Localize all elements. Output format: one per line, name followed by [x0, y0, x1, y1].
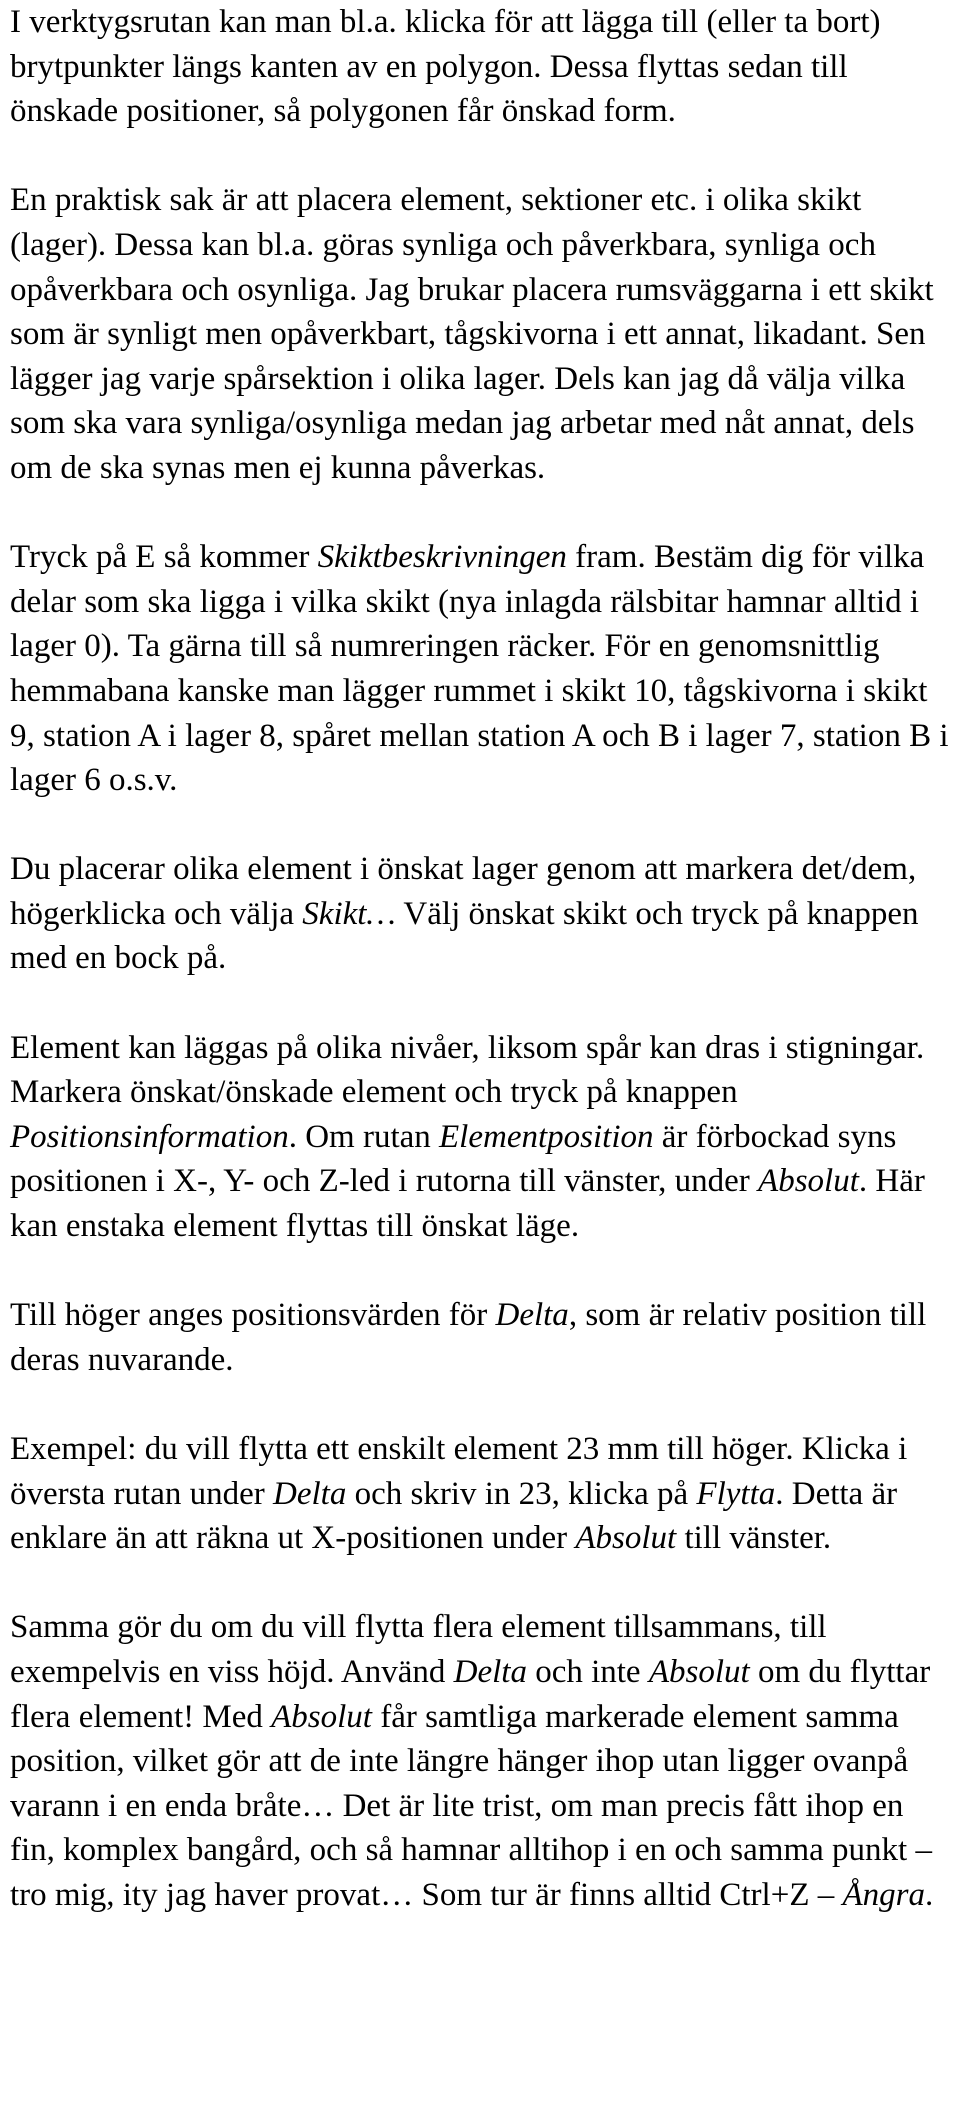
- paragraph-text: . Detta är enklare än att räkna ut X-positionen under: [10, 1475, 898, 1557]
- paragraph-text: är förbockad syns positionen i X-, Y- och Z-led i rutorna till vänster, under: [10, 1118, 897, 1200]
- term-absolut: Absolut: [758, 1163, 859, 1200]
- paragraph-text: Samma gör du om du vill flytta flera element tillsammans, till exempelvis en viss höjd. Använd: [10, 1609, 827, 1690]
- paragraph-text: får samtliga markerade element samma position, vilket gör att de inte längre hänger ihop utan ligger ovanpå varann i en enda bråte… Det är lite trist, om man precis fått ihop en fin, komplex bangård, och så hamnar alltihop i en och samma punkt – tro mig, ity jag haver provat… Som tur är finns alltid Ctrl+Z –: [10, 1698, 932, 1913]
- term-delta: Delta: [453, 1653, 527, 1690]
- paragraph-text: . Om rutan: [288, 1118, 440, 1155]
- paragraph-text: En praktisk sak är att placera element, sektioner etc. i olika skikt (lager). Dessa kan bl.a. göras synliga och påverkbara, synliga och opåverkbara och osynliga. Jag brukar placera rumsväggarna i ett skikt som är synligt men opåverkbart, tågskivorna i ett annat, likadant. Sen lägger jag varje spårsektion i olika lager. Dels kan jag då välja vilka som ska vara synliga/osynliga medan jag arbetar med nåt annat, dels om de ska synas men ej kunna påverkas.: [10, 182, 934, 486]
- term-delta: Delta: [273, 1475, 347, 1512]
- term-absolut: Absolut: [575, 1520, 677, 1557]
- term-angra: Ångra: [842, 1876, 925, 1913]
- term-absolut: Absolut: [648, 1653, 750, 1690]
- paragraph-text: Tryck på E så kommer: [10, 539, 318, 576]
- paragraph-text: och skriv in 23, klicka på: [346, 1475, 697, 1512]
- paragraph-skiktbeskrivningen: [10, 535, 950, 803]
- paragraph-text: Du placerar olika element i önskat lager genom att markera det/dem, högerklicka och välja: [10, 851, 917, 932]
- paragraph-positionsinformation: [10, 1026, 950, 1249]
- paragraph-text: . Här kan enstaka element flyttas till önskat läge.: [10, 1163, 925, 1245]
- paragraph-delta: [10, 1293, 950, 1382]
- term-skiktbeskrivningen: Skiktbeskrivningen: [317, 539, 567, 576]
- paragraph-text: I verktygsrutan kan man bl.a. klicka för att lägga till (eller ta bort) brytpunkter längs kanten av en polygon. Dessa flyttas sedan till önskade positioner, så polygonen får önskad form.: [10, 4, 881, 130]
- term-skikt-menu: Skikt…: [302, 895, 396, 932]
- document-page: [10, 0, 950, 1918]
- paragraph-flera-element: [10, 1605, 950, 1917]
- paragraph-text: Element kan läggas på olika nivåer, liksom spår kan dras i stigningar. Markera önskat/önskade element och tryck på knappen: [10, 1029, 925, 1111]
- paragraph-lager: [10, 178, 950, 490]
- paragraph-text: Välj önskat skikt och tryck på knappen med en bock på.: [10, 895, 919, 977]
- term-flytta: Flytta: [696, 1475, 776, 1512]
- paragraph-exempel: [10, 1427, 950, 1561]
- term-delta: Delta: [495, 1297, 569, 1334]
- paragraph-text: och inte: [526, 1653, 649, 1690]
- term-elementposition: Elementposition: [439, 1118, 654, 1155]
- term-positionsinformation: Positionsinformation: [10, 1118, 289, 1155]
- paragraph-text: till vänster.: [676, 1520, 832, 1557]
- paragraph-text: om du flyttar flera element! Med: [10, 1653, 931, 1735]
- paragraph-text: fram. Bestäm dig för vilka delar som ska ligga i vilka skikt (nya inlagda rälsbitar hamnar alltid i lager 0). Ta gärna till så numreringen räcker. För en genomsnittlig hemmabana kanske man lägger rummet i skikt 10, tågskivorna i skikt 9, station A i lager 8, spåret mellan station A och B i lager 7, station B i lager 6 o.s.v.: [10, 539, 949, 799]
- paragraph-text: Exempel: du vill flytta ett enskilt element 23 mm till höger. Klicka i översta rutan under: [10, 1431, 908, 1512]
- paragraph-brytpunkter: [10, 0, 950, 134]
- term-absolut: Absolut: [271, 1698, 372, 1735]
- paragraph-text: .: [924, 1876, 934, 1913]
- paragraph-text: Till höger anges positionsvärden för: [10, 1297, 496, 1334]
- paragraph-text: , som är relativ position till deras nuvarande.: [10, 1297, 927, 1378]
- paragraph-placera-lager: [10, 847, 950, 981]
